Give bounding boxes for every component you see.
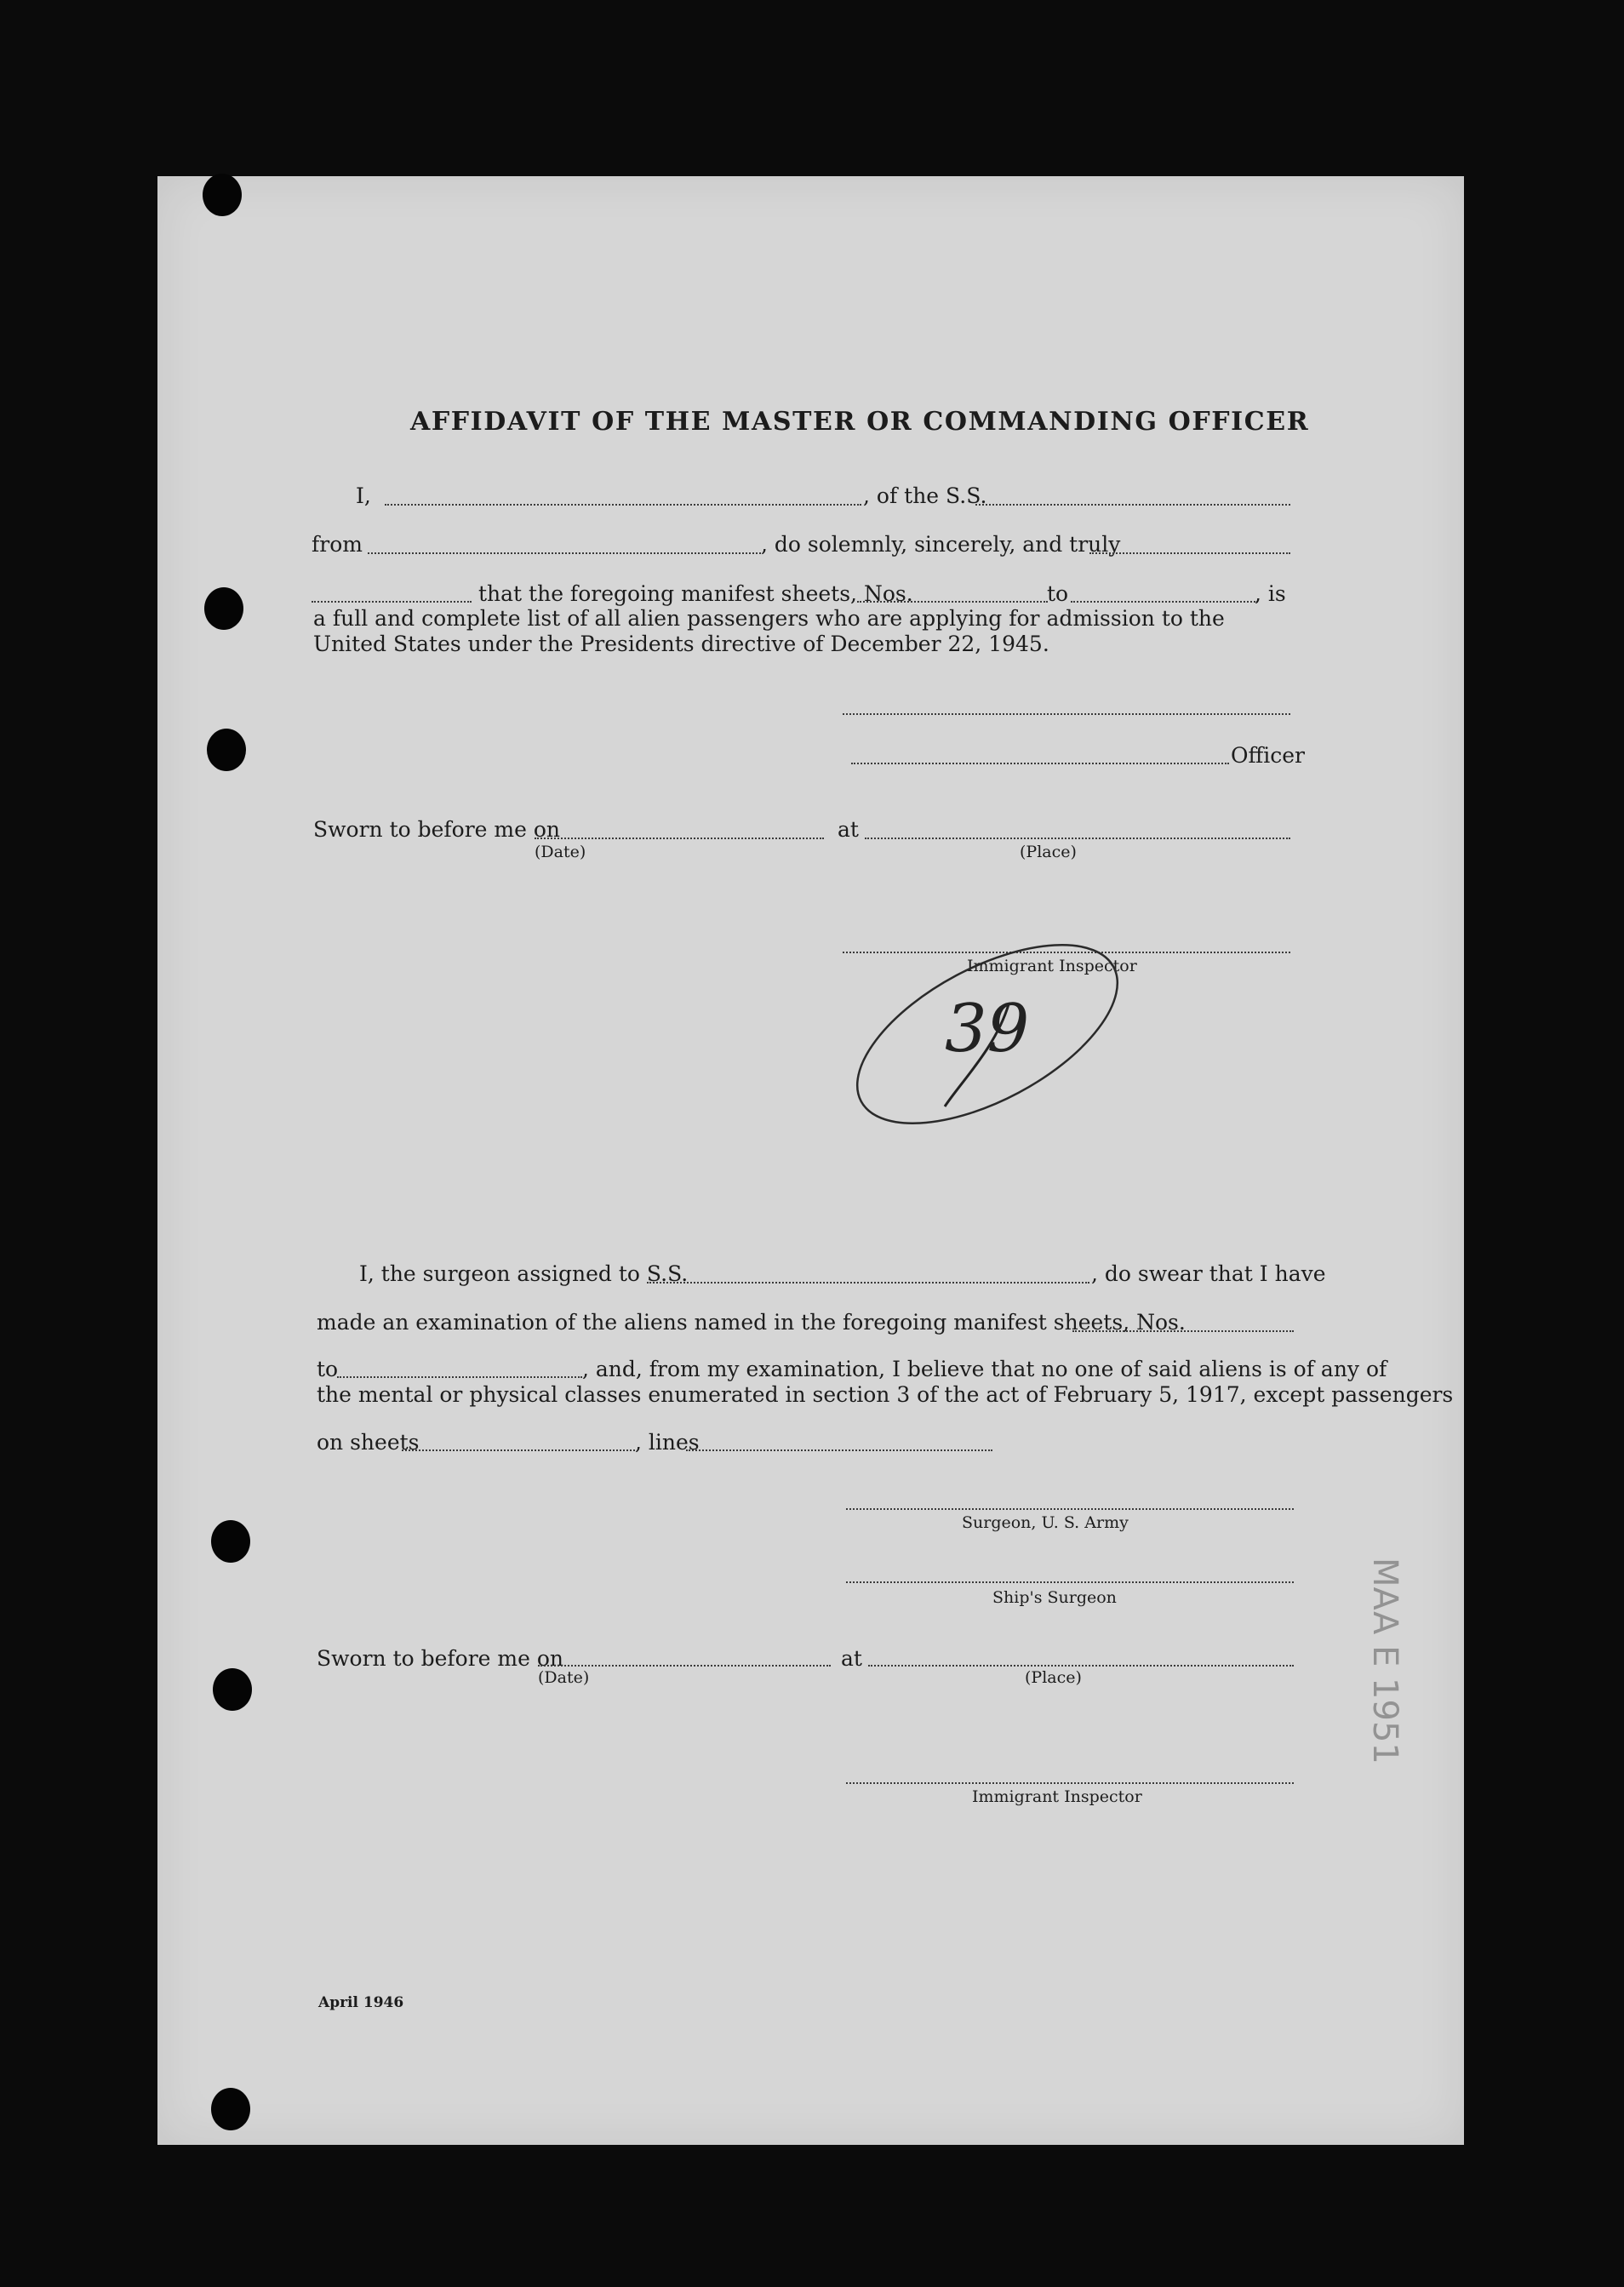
punch-hole: [213, 1668, 252, 1711]
surgeon-place-caption: (Place): [1025, 1668, 1082, 1687]
place-caption: (Place): [1020, 843, 1077, 861]
surgeon-place-line: [868, 1665, 1294, 1667]
officer-signature-line: [851, 763, 1229, 764]
surgeon-sheets-line: [1072, 1330, 1294, 1332]
officer-label: Officer: [1231, 743, 1305, 768]
surgeon-to-label: to: [317, 1357, 339, 1381]
is-text: , is: [1255, 581, 1286, 606]
punch-hole: [203, 174, 242, 216]
made-exam-text: made an examination of the aliens named in the foregoing manifest sheets, Nos.: [317, 1310, 1186, 1335]
classes-text: the mental or physical classes enumerated in section 3 of the act of February 5, 1917, except passengers: [317, 1382, 1454, 1407]
except-lines-line: [686, 1449, 992, 1451]
document-page: [157, 176, 1464, 2145]
surgeon-date-caption: (Date): [538, 1668, 590, 1687]
army-surgeon-line: [846, 1508, 1294, 1510]
punch-hole: [207, 729, 246, 771]
punch-hole: [211, 2088, 250, 2130]
surgeon-to-line: [337, 1376, 582, 1378]
surgeon-intro: I, the surgeon assigned to S.S.: [359, 1261, 689, 1286]
surgeon-inspector-line: [846, 1782, 1294, 1784]
surgeon-sworn-text: Sworn to before me on: [317, 1646, 564, 1671]
form-date: April 1946: [318, 1994, 404, 2011]
at-label: at: [838, 817, 859, 842]
punch-hole: [204, 587, 243, 630]
ship-name-line: [975, 504, 1290, 506]
date-caption: (Date): [535, 843, 586, 861]
solemnly-text: , do solemnly, sincerely, and truly: [761, 532, 1121, 557]
place-line: [865, 838, 1290, 839]
ships-surgeon-line: [846, 1581, 1294, 1583]
surgeon-at-label: at: [841, 1646, 862, 1671]
of-ss-text: , of the S.S.: [863, 483, 987, 508]
master-name-line: [385, 504, 861, 506]
that-text: that the foregoing manifest sheets, Nos.: [478, 581, 913, 606]
belief-text: , and, from my examination, I believe that no one of said aliens is of any of: [582, 1357, 1387, 1381]
truly-line: [1089, 552, 1290, 554]
surgeon-ship-line: [647, 1282, 1089, 1284]
sheet-to-line: [1071, 601, 1258, 603]
handwritten-mark: [834, 936, 1149, 1132]
master-i: I,: [356, 483, 371, 508]
surgeon-date-line: [538, 1665, 831, 1667]
affidavit-title: AFFIDAVIT OF THE MASTER OR COMMANDING OFFICER: [410, 407, 1310, 437]
swear-text: , do swear that I have: [1091, 1261, 1326, 1286]
sworn-text: Sworn to before me on: [313, 817, 561, 842]
signature-line: [843, 713, 1290, 715]
from-port-line: [368, 552, 761, 554]
to-label: to: [1047, 581, 1069, 606]
mark-number: 39: [945, 991, 1030, 1067]
ships-surgeon-caption: Ship's Surgeon: [992, 1588, 1117, 1607]
surgeon-inspector-caption: Immigrant Inspector: [972, 1787, 1142, 1806]
master-body-text: a full and complete list of all alien passengers who are applying for admission to the United States under the Presidents directive of December 22, 1945.: [313, 606, 1225, 656]
oath-line: [312, 601, 472, 603]
margin-stamp: MAA E 1951: [1365, 1558, 1404, 1764]
from-label: from: [312, 532, 363, 557]
punch-hole: [211, 1520, 250, 1563]
sheet-from-line: [857, 601, 1048, 603]
except-sheets-line: [402, 1449, 635, 1451]
lines-label: , lines: [635, 1430, 700, 1455]
date-line: [535, 838, 824, 839]
on-sheets-label: on sheets: [317, 1430, 420, 1455]
army-surgeon-caption: Surgeon, U. S. Army: [962, 1513, 1129, 1532]
inspector-caption: Immigrant Inspector: [967, 957, 1137, 975]
